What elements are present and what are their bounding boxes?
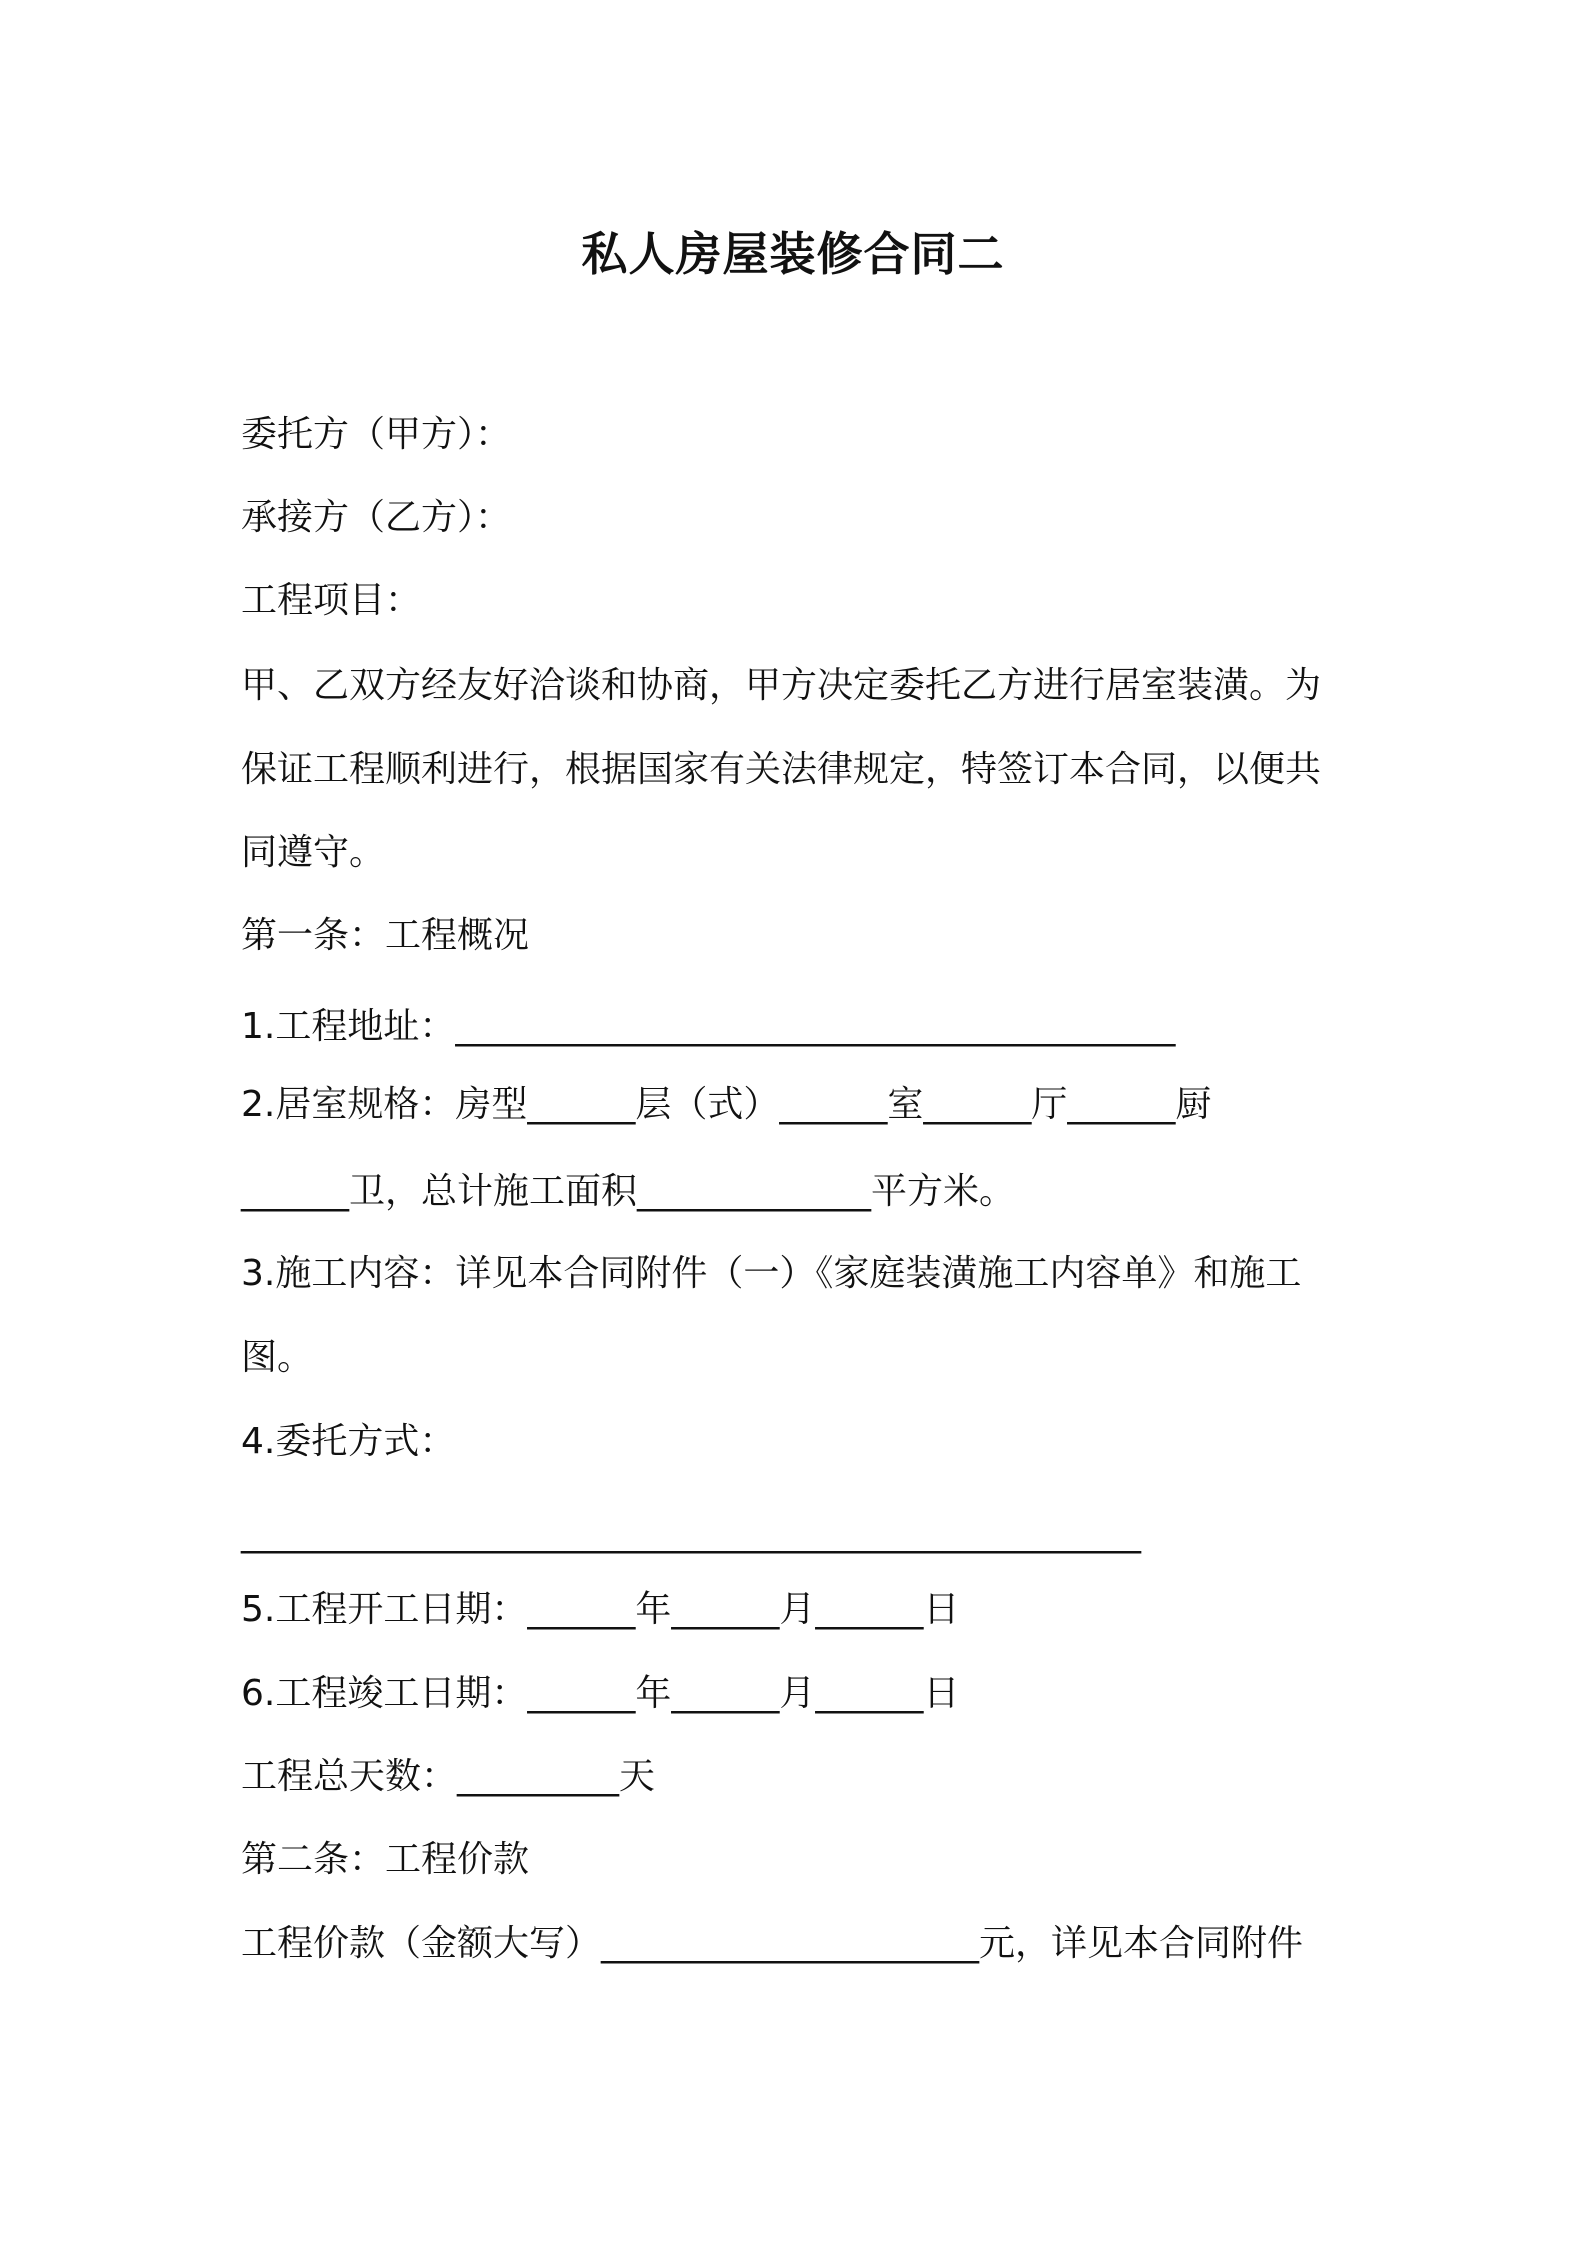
room-spec-line-1: 2.居室规格：房型______层（式）______室______厅______厨 [241,1084,1212,1125]
preamble-line-1: 甲、乙双方经友好洽谈和协商，甲方决定委托乙方进行居室装潢。为 [241,665,1322,706]
article-2-heading: 第二条：工程价款 [241,1839,530,1880]
commission-method-blank: __________________________________________________ [241,1513,1141,1554]
document-title: 私人房屋装修合同二 [581,227,1005,281]
project-address-line: 1.工程地址：________________________________________ [241,1006,1176,1047]
start-date-line: 5.工程开工日期：______年______月______日 [241,1589,960,1630]
preamble-line-2: 保证工程顺利进行，根据国家有关法律规定，特签订本合同，以便共 [241,749,1322,790]
contractor-party-line: 承接方（乙方）： [241,497,512,538]
total-days-line: 工程总天数：_________天 [241,1756,656,1797]
construction-content-line-1: 3.施工内容：详见本合同附件（一）《家庭装潢施工内容单》和施工 [241,1253,1302,1294]
project-line: 工程项目： [241,580,422,621]
construction-content-line-2: 图。 [241,1337,314,1378]
completion-date-line: 6.工程竣工日期：______年______月______日 [241,1673,960,1714]
client-party-line: 委托方（甲方）： [241,414,512,455]
project-price-line: 工程价款（金额大写）_____________________元，详见本合同附件 [241,1923,1304,1964]
preamble-line-3: 同遵守。 [241,832,386,873]
room-spec-line-2: ______卫，总计施工面积_____________平方米。 [241,1171,1016,1212]
article-1-heading: 第一条：工程概况 [241,915,530,956]
commission-method-line: 4.委托方式： [241,1421,456,1462]
